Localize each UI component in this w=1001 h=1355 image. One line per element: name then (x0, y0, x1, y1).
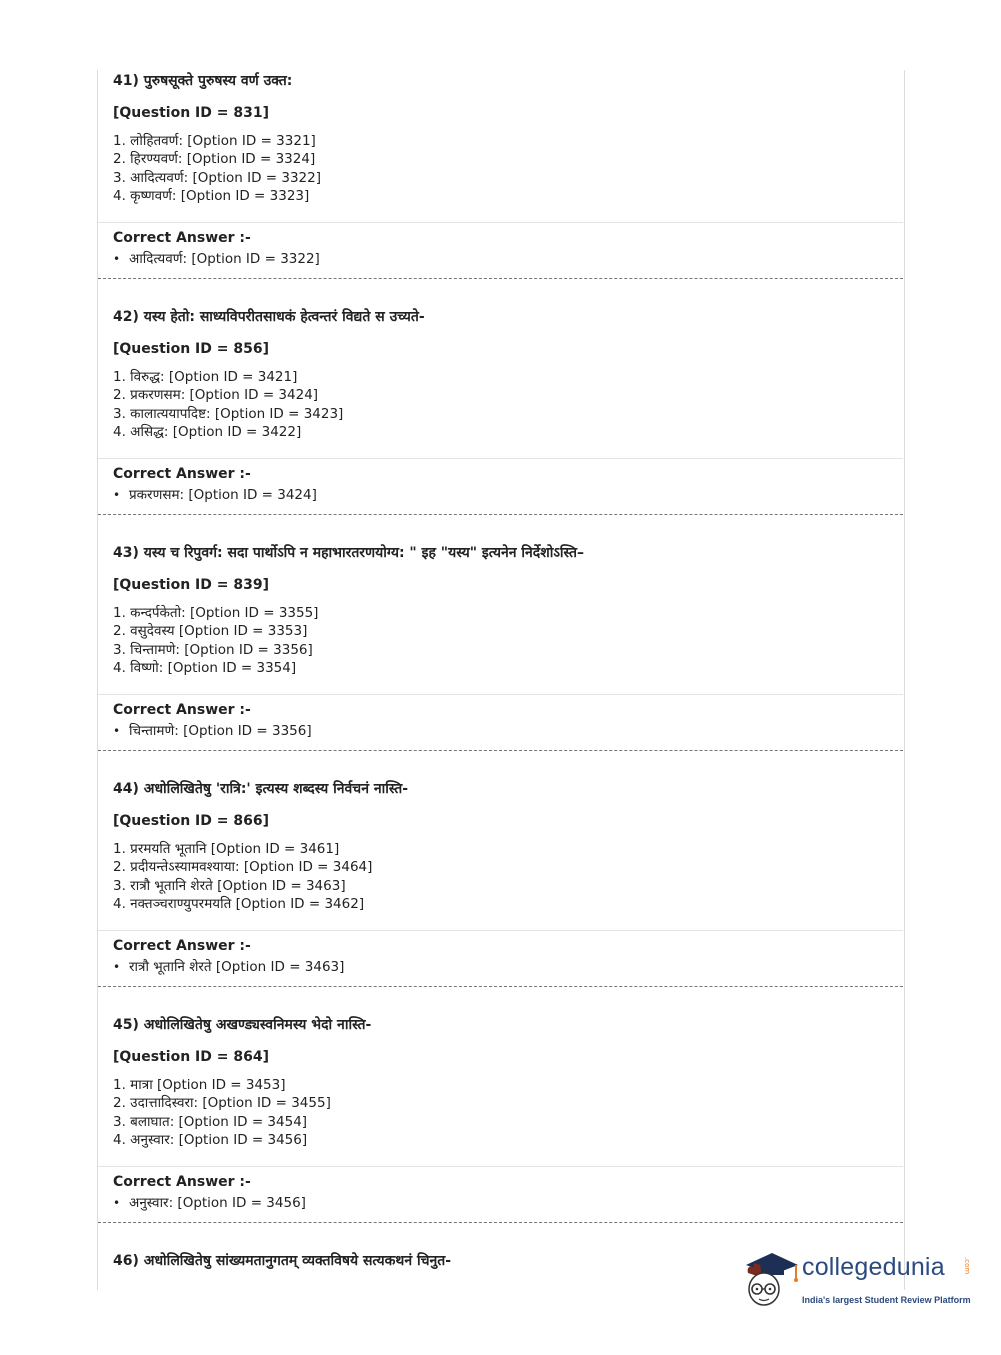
answer-divider (98, 1166, 903, 1167)
correct-answer-text: अनुस्वार: [Option ID = 3456] (129, 1195, 306, 1211)
option-list (113, 132, 903, 206)
option-item: 1. प्ररमयति भूतानि [Option ID = 3461] (113, 841, 340, 857)
option-item: 4. कृष्णवर्ण: [Option ID = 3323] (113, 188, 310, 205)
question-title: 42) यस्य हेतो: साध्यविपरीतसाधकं हेत्वन्तरं विद्यते स उच्यते- (113, 309, 425, 325)
question-title: 46) अधोलिखितेषु सांख्यमतानुगतम् व्यक्तविषये सत्यकथनं चिनुत- (113, 1253, 452, 1269)
option-list (113, 1076, 903, 1150)
correct-answer-label: Correct Answer :- (113, 938, 251, 954)
option-item: 3. बलाघात: [Option ID = 3454] (113, 1113, 308, 1130)
correct-answer-label: Correct Answer :- (113, 702, 251, 718)
option-list (113, 604, 903, 678)
option-item: 2. प्रदीयन्तेऽस्यामवश्याया: [Option ID = 3464] (113, 859, 373, 876)
correct-answer-label: Correct Answer :- (113, 466, 251, 482)
option-list (113, 840, 903, 914)
question-separator (98, 278, 903, 279)
option-item: 3. आदित्यवर्ण: [Option ID = 3322] (113, 169, 321, 186)
option-item: 4. नक्तञ्चराण्युपरमयति [Option ID = 3462] (113, 896, 365, 913)
question-block (98, 542, 903, 752)
bullet-icon: • (113, 724, 121, 738)
question-id: [Question ID = 864] (113, 1049, 269, 1065)
option-item: 2. प्रकरणसम: [Option ID = 3424] (113, 387, 319, 404)
question-separator (98, 750, 903, 751)
question-id: [Question ID = 831] (113, 105, 269, 121)
correct-answer-text: आदित्यवर्ण: [Option ID = 3322] (129, 251, 320, 267)
question-title: 44) अधोलिखितेषु 'रात्रि:' इत्यस्य शब्दस्य निर्वचनं नास्ति- (113, 781, 409, 797)
option-item: 1. कन्दर्पकेतो: [Option ID = 3355] (113, 605, 319, 621)
question-id: [Question ID = 856] (113, 341, 269, 357)
question-title: 45) अधोलिखितेषु अखण्ड्यस्वनिमस्य भेदो नास्ति- (113, 1017, 372, 1033)
correct-answer-label: Correct Answer :- (113, 230, 251, 246)
correct-answer-text: प्रकरणसम: [Option ID = 3424] (129, 487, 317, 503)
correct-answer-text: चिन्तामणे: [Option ID = 3356] (129, 723, 312, 739)
option-list (113, 368, 903, 442)
question-separator (98, 1222, 903, 1223)
option-item: 1. विरुद्ध: [Option ID = 3421] (113, 369, 298, 385)
logo-suffix: .com (963, 1257, 971, 1275)
bullet-icon: • (113, 960, 121, 974)
question-separator (98, 514, 903, 515)
bullet-icon: • (113, 1196, 121, 1210)
answer-divider (98, 222, 903, 223)
option-item: 1. लोहितवर्ण: [Option ID = 3321] (113, 133, 316, 149)
option-item: 2. उदात्तादिस्वरा: [Option ID = 3455] (113, 1095, 331, 1112)
question-separator (98, 986, 903, 987)
question-title: 41) पुरुषसूक्ते पुरुषस्य वर्ण उक्त: (113, 73, 293, 89)
mascot-icon (740, 1247, 800, 1309)
correct-answer (113, 1172, 903, 1213)
option-item: 4. अनुस्वार: [Option ID = 3456] (113, 1132, 308, 1149)
question-block (98, 778, 903, 988)
option-item: 1. मात्रा [Option ID = 3453] (113, 1077, 286, 1093)
correct-answer (113, 228, 903, 269)
correct-answer (113, 936, 903, 977)
question-id: [Question ID = 866] (113, 813, 269, 829)
correct-answer-label: Correct Answer :- (113, 1174, 251, 1190)
bullet-icon: • (113, 488, 121, 502)
answer-divider (98, 930, 903, 931)
option-item: 4. विष्णो: [Option ID = 3354] (113, 660, 297, 677)
question-block (98, 70, 903, 280)
logo-wordmark: collegedunia (802, 1253, 945, 1281)
correct-answer (113, 700, 903, 741)
correct-answer (113, 464, 903, 505)
option-item: 2. वसुदेवस्य [Option ID = 3353] (113, 623, 308, 640)
question-block (98, 306, 903, 516)
option-item: 3. चिन्तामणे: [Option ID = 3356] (113, 641, 313, 658)
option-item: 2. हिरण्यवर्ण: [Option ID = 3324] (113, 151, 316, 168)
question-block (98, 1014, 903, 1224)
bullet-icon: • (113, 252, 121, 266)
question-title: 43) यस्य च रिपुवर्ग: सदा पार्थोऽपि न महाभारतरणयोग्य: " इह "यस्य" इत्यनेन निर्देशोऽस्ति– (113, 545, 584, 561)
option-item: 4. असिद्ध: [Option ID = 3422] (113, 424, 302, 441)
correct-answer-text: रात्रौ भूतानि शेरते [Option ID = 3463] (129, 959, 345, 975)
option-item: 3. रात्रौ भूतानि शेरते [Option ID = 3463] (113, 877, 346, 894)
logo-tagline: India's largest Student Review Platform (802, 1295, 971, 1305)
answer-divider (98, 458, 903, 459)
answer-divider (98, 694, 903, 695)
collegedunia-logo (740, 1247, 970, 1309)
question-id: [Question ID = 839] (113, 577, 269, 593)
option-item: 3. कालात्ययापदिष्ट: [Option ID = 3423] (113, 405, 344, 422)
